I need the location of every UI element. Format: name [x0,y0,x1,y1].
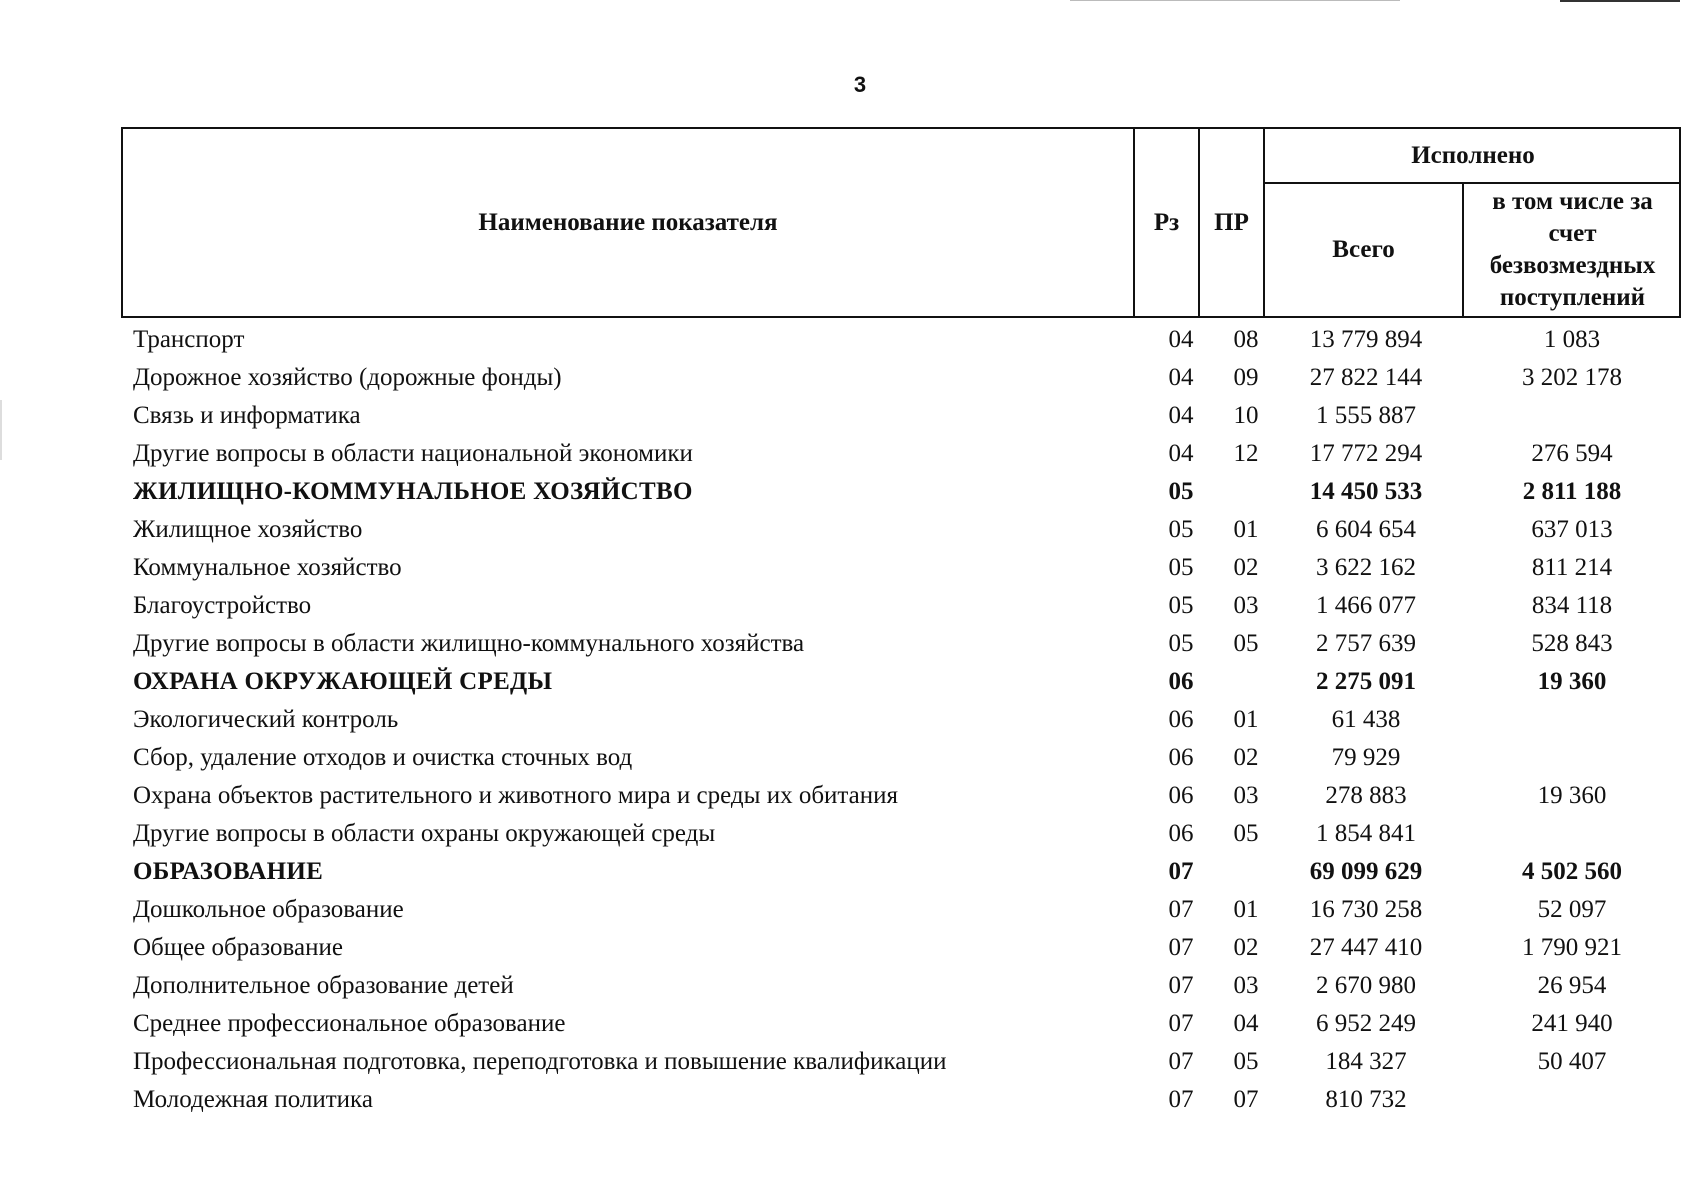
row-total: 79 929 [1331,744,1401,771]
table-row [121,587,1681,625]
row-total: 2 275 091 [1316,668,1416,695]
row-total: 810 732 [1325,1086,1407,1113]
row-name: Молодежная политика [133,1086,373,1113]
table-row [121,1081,1681,1119]
row-pr: 08 [1233,326,1259,353]
table-section-row [121,663,1681,701]
row-rz: 07 [1168,972,1194,999]
row-name: Коммунальное хозяйство [133,554,402,581]
row-free-receipts: 50 407 [1537,1048,1607,1075]
table-row [121,777,1681,815]
row-name: Общее образование [133,934,343,961]
scan-edge-line [1070,0,1400,1]
row-free-receipts: 637 013 [1531,516,1613,543]
row-name: Транспорт [133,326,245,353]
table-row [121,815,1681,853]
row-total: 16 730 258 [1309,896,1423,923]
row-rz: 05 [1168,516,1194,543]
table-section-row [121,473,1681,511]
header-pr: ПР [1214,208,1249,236]
table-header [121,127,1681,318]
row-free-receipts: 276 594 [1531,440,1613,467]
row-name: Дополнительное образование детей [133,972,514,999]
row-pr: 05 [1233,820,1259,847]
row-free-receipts: 3 202 178 [1522,364,1622,391]
row-total: 1 854 841 [1316,820,1416,847]
table-row [121,1043,1681,1081]
header-executed: Исполнено [1411,141,1535,169]
row-pr: 07 [1233,1086,1259,1113]
row-rz: 07 [1168,1086,1194,1113]
row-rz: 07 [1168,1048,1194,1075]
row-total: 27 822 144 [1309,364,1423,391]
row-pr: 01 [1233,706,1259,733]
row-name: Другие вопросы в области национальной экономики [133,440,693,467]
row-total: 2 670 980 [1316,972,1416,999]
row-name: Связь и информатика [133,402,361,429]
row-total: 6 952 249 [1316,1010,1416,1037]
row-rz: 07 [1168,1010,1194,1037]
header-free-line: безвозмездных [1489,252,1656,279]
table-row [121,625,1681,663]
row-pr: 02 [1233,934,1259,961]
row-name: Сбор, удаление отходов и очистка сточных вод [133,744,633,771]
row-pr: 02 [1233,744,1259,771]
row-total: 61 438 [1331,706,1401,733]
row-free-receipts: 4 502 560 [1522,858,1622,885]
row-pr: 02 [1233,554,1259,581]
row-pr: 01 [1233,516,1259,543]
row-free-receipts: 26 954 [1537,972,1607,999]
row-name: Среднее профессиональное образование [133,1010,566,1037]
row-pr: 09 [1233,364,1259,391]
row-total: 3 622 162 [1316,554,1416,581]
row-name: ОХРАНА ОКРУЖАЮЩЕЙ СРЕДЫ [133,668,553,695]
row-total: 6 604 654 [1316,516,1416,543]
table-row [121,511,1681,549]
row-pr: 12 [1233,440,1259,467]
row-name: Жилищное хозяйство [133,516,363,543]
header-total: Всего [1332,236,1395,263]
row-free-receipts: 2 811 188 [1522,478,1622,505]
table-row [121,891,1681,929]
header-rz: Рз [1153,208,1180,236]
row-name: Охрана объектов растительного и животного мира и среды их обитания [133,782,899,809]
row-total: 1 555 887 [1316,402,1416,429]
row-rz: 07 [1168,858,1194,885]
table-row [121,739,1681,777]
row-pr: 03 [1233,592,1259,619]
row-free-receipts: 1 083 [1543,326,1601,353]
row-name: ОБРАЗОВАНИЕ [133,858,324,885]
table-row [121,397,1681,435]
row-rz: 06 [1168,820,1194,847]
row-rz: 06 [1168,782,1194,809]
table-row [121,435,1681,473]
row-total: 278 883 [1325,782,1407,809]
row-total: 184 327 [1325,1048,1407,1075]
row-name: ЖИЛИЩНО-КОММУНАЛЬНОЕ ХОЗЯЙСТВО [133,478,693,505]
table-body [121,321,1681,1119]
row-rz: 05 [1168,630,1194,657]
row-rz: 05 [1168,554,1194,581]
row-total: 1 466 077 [1316,592,1416,619]
row-rz: 07 [1168,896,1194,923]
row-name: Профессиональная подготовка, переподготовка и повышение квалификации [133,1048,947,1075]
row-free-receipts: 52 097 [1537,896,1607,923]
row-name: Благоустройство [133,592,312,619]
row-rz: 05 [1168,592,1194,619]
row-free-receipts: 19 360 [1537,782,1607,809]
header-free-line: счет [1548,220,1597,247]
row-pr: 05 [1233,1048,1259,1075]
row-rz: 04 [1168,326,1194,353]
row-total: 13 779 894 [1309,326,1423,353]
row-total: 27 447 410 [1309,934,1423,961]
row-total: 2 757 639 [1316,630,1416,657]
table-row [121,359,1681,397]
row-rz: 04 [1168,364,1194,391]
row-pr: 05 [1233,630,1259,657]
row-name: Другие вопросы в области жилищно-коммунального хозяйства [133,630,805,657]
scan-edge-mark [0,400,2,460]
header-free-receipts [1464,184,1681,316]
row-free-receipts: 19 360 [1537,668,1607,695]
table-row [121,967,1681,1005]
row-rz: 04 [1168,402,1194,429]
row-free-receipts: 811 214 [1531,554,1613,581]
row-rz: 06 [1168,744,1194,771]
row-name: Дорожное хозяйство (дорожные фонды) [133,364,562,391]
page-number: 3 [853,72,867,97]
row-free-receipts: 241 940 [1531,1010,1613,1037]
header-free-line: поступлений [1499,284,1646,311]
table-row [121,549,1681,587]
row-free-receipts: 1 790 921 [1522,934,1622,961]
row-name: Другие вопросы в области охраны окружающей среды [133,820,716,847]
row-rz: 06 [1168,668,1194,695]
table-row [121,929,1681,967]
row-pr: 10 [1233,402,1259,429]
row-free-receipts: 834 118 [1531,592,1613,619]
row-name: Дошкольное образование [133,896,404,923]
row-rz: 05 [1168,478,1194,505]
table-row [121,321,1681,359]
table-section-row [121,853,1681,891]
header-name: Наименование показателя [478,208,778,236]
row-rz: 04 [1168,440,1194,467]
row-name: Экологический контроль [133,706,399,733]
row-rz: 06 [1168,706,1194,733]
row-total: 17 772 294 [1309,440,1423,467]
scan-edge-line [1560,0,1680,2]
row-total: 14 450 533 [1309,478,1423,505]
row-pr: 01 [1233,896,1259,923]
row-pr: 04 [1233,1010,1259,1037]
header-free-line: в том числе за [1492,188,1653,215]
row-rz: 07 [1168,934,1194,961]
row-pr: 03 [1233,782,1259,809]
row-pr: 03 [1233,972,1259,999]
table-row [121,1005,1681,1043]
table-row [121,701,1681,739]
row-free-receipts: 528 843 [1531,630,1613,657]
row-total: 69 099 629 [1309,858,1423,885]
